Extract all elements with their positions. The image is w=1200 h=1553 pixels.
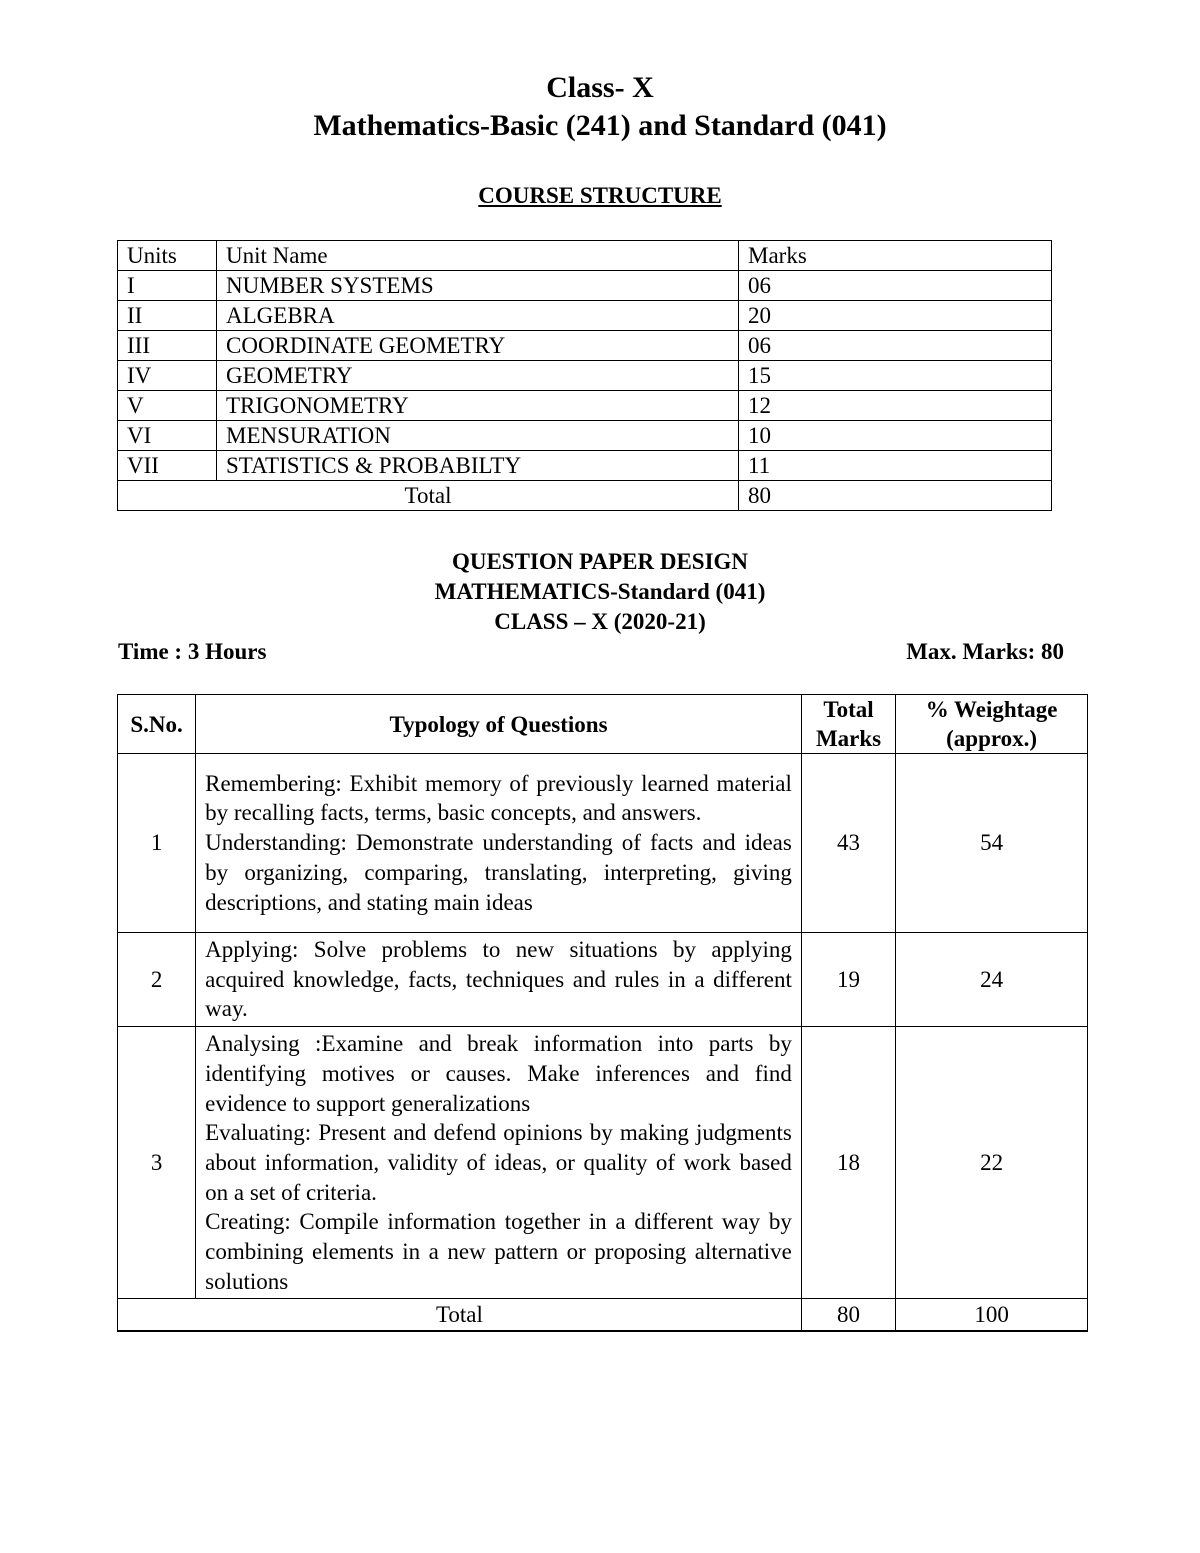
table-row: [118, 361, 1052, 391]
question-paper-heading: QUESTION PAPER DESIGN: [451, 549, 749, 574]
column-header-unit-name: Unit Name: [217, 241, 739, 271]
typology-cell: [196, 933, 802, 1027]
unit-cell: IV: [118, 361, 217, 391]
marks-cell: 43: [801, 754, 895, 933]
typology-text: Evaluating: Present and defend opinions by making judgments about information, validity of ideas, or quality of work based on a set of criteria.: [205, 1120, 792, 1205]
weightage-cell: 24: [896, 933, 1088, 1027]
column-header-weightage: [896, 695, 1088, 754]
typology-cell: [196, 754, 802, 933]
marks-cell: 19: [801, 933, 895, 1027]
total-weightage: 100: [896, 1299, 1088, 1332]
total-label: Total: [118, 1299, 802, 1332]
typology-text: Creating: Compile information together in a different way by combining elements in a new pattern or proposing alternative solutions: [205, 1209, 792, 1294]
unit-cell: VI: [118, 421, 217, 451]
table-row: [118, 421, 1052, 451]
total-row: [118, 481, 1052, 511]
column-header-marks: Marks: [739, 241, 1052, 271]
table-row: [118, 301, 1052, 331]
subject-title: Mathematics-Basic (241) and Standard (041): [313, 109, 887, 142]
unit-cell: V: [118, 391, 217, 421]
unit-name-cell: STATISTICS & PROBABILTY: [217, 451, 739, 481]
table-row: [118, 933, 1088, 1027]
sno-cell: 1: [118, 754, 196, 933]
unit-cell: I: [118, 271, 217, 301]
marks-cell: 06: [739, 331, 1052, 361]
marks-cell: 12: [739, 391, 1052, 421]
table-row: [118, 391, 1052, 421]
class-subheading: CLASS – X (2020-21): [494, 609, 706, 634]
marks-cell: 18: [801, 1027, 895, 1299]
marks-cell: 11: [739, 451, 1052, 481]
unit-name-cell: MENSURATION: [217, 421, 739, 451]
total-label: Total: [118, 481, 739, 511]
column-header-sno: S.No.: [118, 695, 196, 754]
marks-cell: 10: [739, 421, 1052, 451]
typology-text: Analysing :Examine and break information into parts by identifying motives or causes. Make inferences and find evidence to support generalizations: [205, 1031, 792, 1116]
table-header-row: [118, 695, 1088, 754]
course-structure-table: [117, 240, 1052, 511]
table-header-row: [118, 241, 1052, 271]
total-marks: 80: [739, 481, 1052, 511]
sno-cell: 3: [118, 1027, 196, 1299]
total-marks: 80: [801, 1299, 895, 1332]
unit-name-cell: GEOMETRY: [217, 361, 739, 391]
header-line: (approx.): [946, 726, 1038, 751]
max-marks-label: Max. Marks: 80: [906, 639, 1064, 664]
class-title: Class- X: [546, 71, 654, 104]
subject-subheading: MATHEMATICS-Standard (041): [434, 579, 766, 604]
unit-name-cell: COORDINATE GEOMETRY: [217, 331, 739, 361]
unit-cell: III: [118, 331, 217, 361]
unit-name-cell: NUMBER SYSTEMS: [217, 271, 739, 301]
table-row: [118, 1027, 1088, 1299]
marks-cell: 06: [739, 271, 1052, 301]
typology-text: Applying: Solve problems to new situations by applying acquired knowledge, facts, techniques and rules in a different way.: [205, 937, 792, 1022]
table-row: [118, 331, 1052, 361]
weightage-cell: 22: [896, 1027, 1088, 1299]
total-row: [118, 1299, 1088, 1332]
time-label: Time : 3 Hours: [118, 639, 267, 664]
typology-text: Remembering: Exhibit memory of previously learned material by recalling facts, terms, basic concepts, and answers.: [205, 770, 792, 826]
weightage-cell: 54: [896, 754, 1088, 933]
question-paper-table: [117, 694, 1088, 1332]
column-header-units: Units: [118, 241, 217, 271]
sno-cell: 2: [118, 933, 196, 1027]
typology-cell: [196, 1027, 802, 1299]
column-header-total-marks: [801, 695, 895, 754]
column-header-typology: Typology of Questions: [196, 695, 802, 754]
marks-cell: 20: [739, 301, 1052, 331]
header-line: Marks: [815, 726, 882, 751]
header-line: Total: [823, 697, 874, 722]
table-row: [118, 451, 1052, 481]
typology-text: Understanding: Demonstrate understanding of facts and ideas by organizing, comparing, translating, interpreting, giving descriptions, and stating main ideas: [205, 830, 792, 915]
unit-cell: II: [118, 301, 217, 331]
course-structure-heading: COURSE STRUCTURE: [478, 183, 722, 208]
unit-name-cell: ALGEBRA: [217, 301, 739, 331]
table-row: [118, 754, 1088, 933]
table-row: [118, 271, 1052, 301]
marks-cell: 15: [739, 361, 1052, 391]
header-line: % Weightage: [925, 697, 1058, 722]
unit-name-cell: TRIGONOMETRY: [217, 391, 739, 421]
unit-cell: VII: [118, 451, 217, 481]
